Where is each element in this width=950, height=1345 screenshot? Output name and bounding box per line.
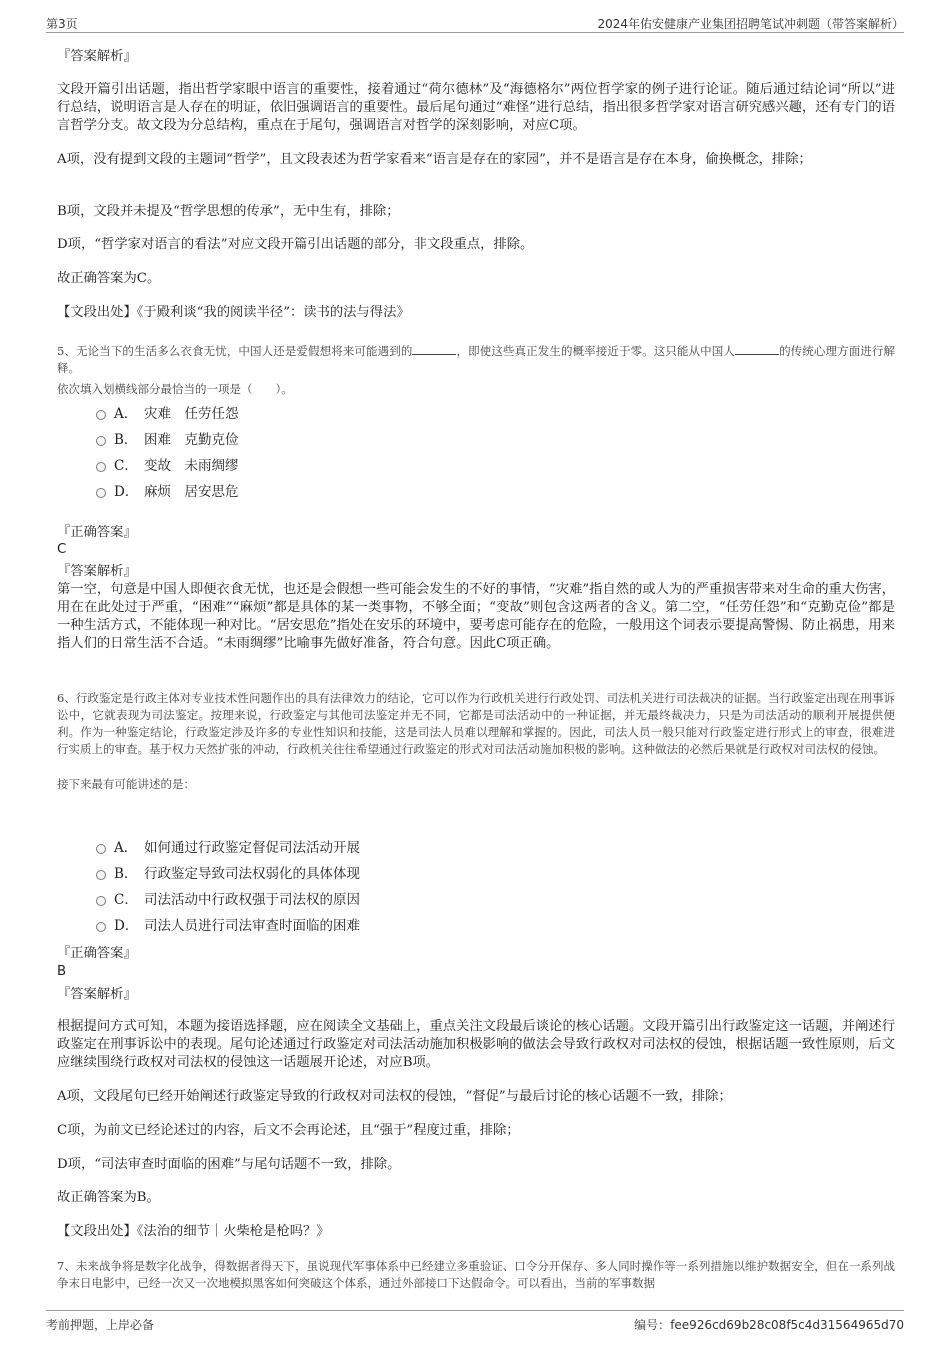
q6-source-title: 《法治的细节｜火柴枪是枪吗？》 <box>136 1224 330 1239</box>
q6-option-a-analysis: A项，文段尾句已经开始阐述行政鉴定导致的行政权对司法权的侵蚀，“督促”与最后讨论的核心话题不一致，排除； <box>57 1089 732 1104</box>
option-text: 麻烦 居安思危 <box>144 484 239 500</box>
q6-source-label: 【文段出处】 <box>57 1224 137 1239</box>
footer-code-label: 编号： <box>634 1318 671 1332</box>
q5-correct-answer: C <box>57 542 67 557</box>
q5-analysis: 第一空，句意是中国人即便衣食无忧，也还是会假想一些可能会发生的不好的事情，“灾难”指自然的或人为的严重损害带来对生命的重大伤害，用在在此处过于严重，“困难”“麻烦”都是具体的某一类事物，不够全面；“变故”则包含这两者的含义。第二空，“任劳任怨”和“克勤克俭”都是一种生活方式，不能体现一种对比。“居安思危”指处在安乐的环境中，要考虑可能存在的危险，一般用这个词表示要提高警惕、防止祸患，用来指人们的日常生活不合适。“未雨绸缪”比喻事先做好准备，符合句意。因此C项正确。 <box>57 582 895 651</box>
q4-analysis-para: 文段开篇引出话题，指出哲学家眼中语言的重要性，接着通过“荷尔德林”及“海德格尔”两位哲学家的例子进行论证。随后通过结论词“所以”进行总结，说明语言是人存在的明证，依旧强调语言的重要性。最后尾句通过“难怪”进行总结，指出很多哲学家对语言研究感兴趣，还有专门的语言哲学分支。故文段为分总结构，重点在于尾句，强调语言对哲学的深刻影响，对应C项。 <box>57 82 895 133</box>
option-letter: C． <box>114 458 138 474</box>
q6-correct-label: 『正确答案』 <box>57 946 137 961</box>
q5-analysis-label: 『答案解析』 <box>57 564 137 579</box>
q5-text-part1: 5、无论当下的生活多么衣食无忧，中国人还是爱假想将来可能遇到的 <box>57 344 413 358</box>
option-text: 司法活动中行政权强于司法权的原因 <box>144 892 360 908</box>
q4-option-b-analysis: B项，文段并未提及“哲学思想的传承”，无中生有，排除； <box>57 204 400 219</box>
q5-text-part2: ，即使这些真正发生的概率接近于零。这只能从中国人 <box>456 344 735 358</box>
q4-conclusion: 故正确答案为C。 <box>57 271 161 286</box>
option-text: 困难 克勤克俭 <box>144 432 239 448</box>
q6-question: 6、行政鉴定是行政主体对专业技术性问题作出的具有法律效力的结论，它可以作为行政机关进行行政处罚、司法机关进行司法裁决的证据。当行政鉴定出现在刑事诉讼中，它就表现为司法鉴定。按理来说，行政鉴定与其他司法鉴定并无不同，它都是司法活动中的一种证据，并无最终裁决力，只是为司法活动的顺利开展提供便利。作为一种鉴定结论，行政鉴定涉及许多的专业性知识和技能，这是司法人员难以理解和掌握的。因此，司法人员一般只能对行政鉴定进行形式上的审查，很难进行实质上的审查。基于权力天然扩张的冲动，行政机关往往希望通过行政鉴定的形式对司法活动施加积极的影响。这种做法的必然后果就是行政权对司法权的侵蚀。 <box>57 691 895 756</box>
option-text: 灾难 任劳任怨 <box>144 406 239 422</box>
page-number: 第3页 <box>46 17 78 31</box>
option-letter: D． <box>114 484 139 500</box>
q6-option-d-analysis: D项，“司法审查时面临的困难”与尾句话题不一致，排除。 <box>57 1157 401 1172</box>
radio-button[interactable] <box>96 488 106 498</box>
option-letter: D． <box>114 918 139 934</box>
q4-source-title: 《于殿利谈“我的阅读半径”：读书的法与得法》 <box>136 305 410 320</box>
radio-button[interactable] <box>96 410 106 420</box>
q4-source-label: 【文段出处】 <box>57 305 137 320</box>
q6-analysis-para: 根据提问方式可知，本题为接语选择题，应在阅读全文基础上，重点关注文段最后谈论的核心话题。文段开篇引出行政鉴定这一话题，并阐述行政鉴定在刑事诉讼中的表现。尾句论述通过行政鉴定对司法活动施加积极影响的做法会导致行政权对司法权的侵蚀，根据话题一致性原则，后文应继续围绕行政权对司法权的侵蚀这一话题展开论述，对应B项。 <box>57 1019 895 1070</box>
page-footer <box>46 1310 904 1335</box>
q6-conclusion: 故正确答案为B。 <box>57 1190 160 1205</box>
q6-correct-answer: B <box>57 964 67 979</box>
radio-button[interactable] <box>96 870 106 880</box>
blank-line <box>412 342 456 355</box>
q4-analysis-label: 『答案解析』 <box>57 49 137 64</box>
q6-source <box>57 1223 895 1241</box>
document-title: 2024年佑安健康产业集团招聘笔试冲刺题（带答案解析） <box>597 17 904 31</box>
q5-question <box>57 342 895 377</box>
q4-source <box>57 304 895 322</box>
q5-prompt: 依次填入划横线部分最恰当的一项是（ ）。 <box>57 382 293 396</box>
radio-button[interactable] <box>96 844 106 854</box>
q7-question: 7、未来战争将是数字化战争，得数据者得天下，虽说现代军事体系中已经建立多重验证、口令分开保存、多人同时操作等一系列措施以维护数据安全，但在一系列战争末日电影中，已经一次又一次地模拟黑客如何突破这个体系，通过外部接口下达假命令。可以看出，当前的军事数据 <box>57 1259 895 1290</box>
option-letter: A． <box>114 406 138 422</box>
q5-text-part3: 的传统心理方面进行解释。 <box>57 344 895 375</box>
q5-correct-label: 『正确答案』 <box>57 525 137 540</box>
q6-option-c-analysis: C项，为前文已经论述过的内容，后文不会再论述，且“强于”程度过重，排除； <box>57 1123 520 1138</box>
q6-prompt: 接下来最有可能讲述的是： <box>57 777 195 791</box>
q4-option-a-analysis: A项，没有提到文段的主题词“哲学”，且文段表述为哲学家看来“语言是存在的家园”，并不是语言是存在本身，偷换概念，排除； <box>57 152 812 167</box>
blank-line <box>735 342 779 355</box>
radio-button[interactable] <box>96 436 106 446</box>
option-text: 行政鉴定导致司法权弱化的具体体现 <box>144 866 360 882</box>
option-letter: C． <box>114 892 138 908</box>
option-letter: B． <box>114 866 138 882</box>
q6-analysis-label: 『答案解析』 <box>57 987 137 1002</box>
footer-code-value: fee926cd69b28c08f5c4d31564965d70 <box>670 1318 904 1332</box>
option-letter: B． <box>114 432 138 448</box>
page-header <box>46 12 904 33</box>
option-text: 司法人员进行司法审查时面临的困难 <box>144 918 360 934</box>
radio-button[interactable] <box>96 922 106 932</box>
radio-button[interactable] <box>96 896 106 906</box>
option-text: 变故 未雨绸缪 <box>144 458 239 474</box>
footer-slogan: 考前押题，上岸必备 <box>46 1318 155 1332</box>
q4-option-d-analysis: D项，“哲学家对语言的看法”对应文段开篇引出话题的部分，非文段重点，排除。 <box>57 237 534 252</box>
footer-code <box>634 1316 904 1333</box>
option-text: 如何通过行政鉴定督促司法活动开展 <box>144 840 360 856</box>
option-letter: A． <box>114 840 138 856</box>
radio-button[interactable] <box>96 462 106 472</box>
